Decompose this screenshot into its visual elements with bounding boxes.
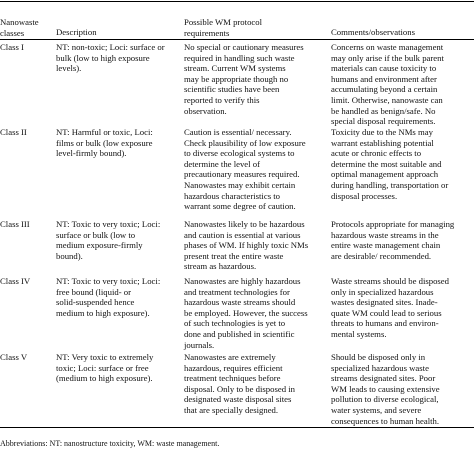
footnote: Abbreviations: NT: nanostructure toxicity, WM: waste management. <box>0 439 220 448</box>
row-req-5: Nanowastes are extremely hazardous, requires efficient treatment techniques before disposal. Only to be disposed in designated waste disposal sites that are specially designed. <box>184 352 296 415</box>
header-rule <box>0 39 474 40</box>
row-desc-1: NT: non-toxic; Loci: surface or bulk (low to high exposure levels). <box>56 42 165 74</box>
row-class-3: Class III <box>0 219 30 229</box>
row-req-2: Caution is essential/ necessary. Check plausibility of low exposure to diverse ecological systems to determine the level of precautionary measures required. Nanowastes may exhibit certain hazardous characteristics to warrant some degree of caution. <box>184 127 306 212</box>
bottom-rule <box>0 427 474 428</box>
row-com-2: Toxicity due to the NMs may warrant establishing potential acute or chronic effects to determine the most suitable and optimal management approach during handling, transportation or disposal processes. <box>331 127 449 201</box>
row-class-2: Class II <box>0 127 27 137</box>
header-protocol: Possible WM protocol requirements <box>184 17 263 38</box>
row-class-4: Class IV <box>0 276 31 286</box>
row-desc-5: NT: Very toxic to extremely toxic; Loci: surface or free (medium to high exposure). <box>56 352 154 384</box>
row-com-3: Protocols appropriate for managing hazardous waste streams in the entire waste management chain are desirable/ recommended. <box>331 219 455 261</box>
header-description: Description <box>56 27 97 37</box>
header-classes: Nanowaste classes <box>0 17 39 38</box>
top-rule <box>0 1 474 2</box>
row-req-3: Nanowastes likely to be hazardous and caution is essential at various phases of WM. If highly toxic NMs present treat the entire waste stream as hazardous. <box>184 219 309 272</box>
row-req-4: Nanowastes are highly hazardous and treatment technologies for hazardous waste streams should be employed. However, the success of such technologies is yet to done and published in scientific journals. <box>184 276 308 350</box>
header-comments: Comments/observations <box>331 27 415 37</box>
row-desc-3: NT: Toxic to very toxic; Loci: surface or bulk (low to medium exposure-firmly bound). <box>56 219 161 261</box>
row-class-1: Class I <box>0 42 24 52</box>
row-desc-2: NT: Harmful or toxic, Loci: films or bulk (low exposure level-firmly bound). <box>56 127 153 159</box>
row-req-1: No special or cautionary measures required in handling such waste stream. Current WM systems may be appropriate though no scientific studies have been reported to verify this observation. <box>184 42 304 116</box>
row-class-5: Class V <box>0 352 28 362</box>
row-com-1: Concerns on waste management may only arise if the bulk parent materials can cause toxicity to humans and environment after accumulating beyond a certain limit. Otherwise, nanowaste can be handled as benign/safe. No special disposal requirements. <box>331 42 444 127</box>
row-com-4: Waste streams should be disposed only in specialized hazardous wastes designated sites. Inade- quate WM could lead to serious threats to humans and environ- mental systems. <box>331 276 450 339</box>
row-com-5: Should be disposed only in specialized hazardous waste streams designated sites. Poor WM leads to causing extensive pollution to diverse ecological, water systems, and severe consequences to human health. <box>331 352 440 426</box>
row-desc-4: NT: Toxic to very toxic; Loci: free bound (liquid- or solid-suspended hence medium to high exposure). <box>56 276 161 318</box>
